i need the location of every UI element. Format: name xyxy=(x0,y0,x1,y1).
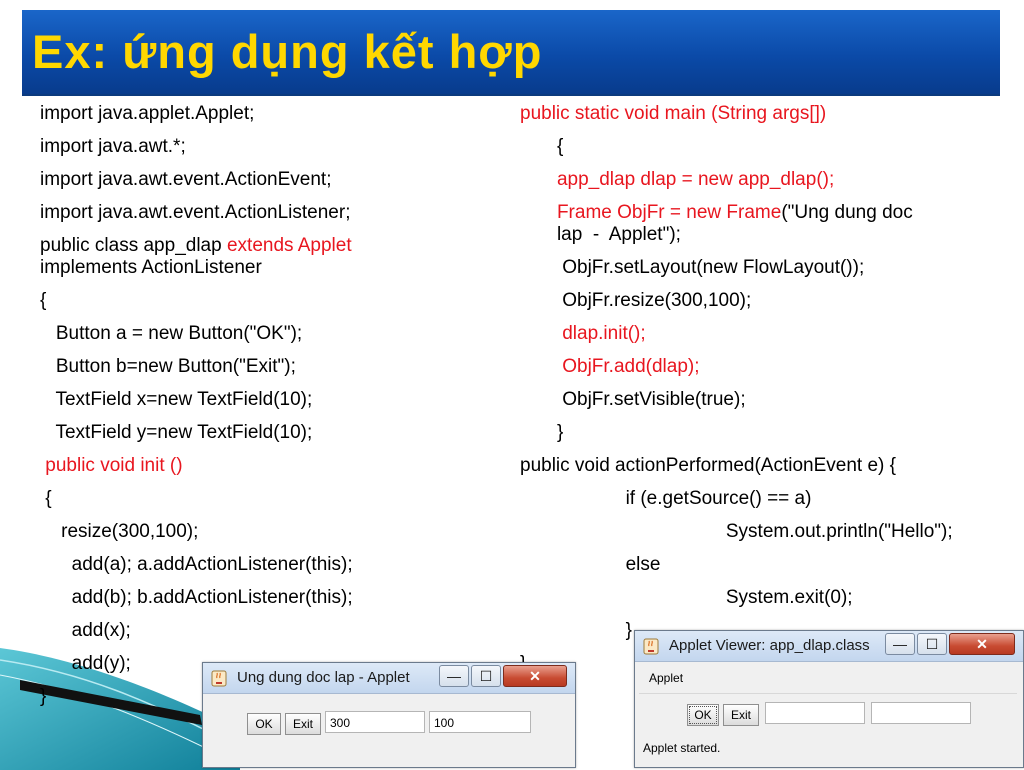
code-line xyxy=(520,103,826,125)
code-line xyxy=(520,202,913,224)
exit-button[interactable]: Exit xyxy=(723,704,759,726)
code-token: ObjFr.setLayout(new FlowLayout()); xyxy=(520,257,865,278)
text-field-x[interactable]: 300 xyxy=(325,711,425,733)
code-token: System.out.println("Hello"); xyxy=(520,521,953,542)
java-cup-icon xyxy=(211,669,227,687)
code-token: TextField x=new TextField(10); xyxy=(40,389,313,410)
code-token: public void init () xyxy=(40,455,183,476)
code-token: add(y); xyxy=(40,653,131,674)
code-token: Button a = new Button("OK"); xyxy=(40,323,303,344)
code-token: lap - Applet"); xyxy=(520,224,681,245)
code-token: ObjFr.setVisible(true); xyxy=(520,389,746,410)
maximize-button[interactable]: ☐ xyxy=(471,665,501,687)
code-line xyxy=(40,653,131,675)
code-line xyxy=(40,521,198,543)
code-token: else xyxy=(520,554,661,575)
code-token: implements ActionListener xyxy=(40,257,262,278)
code-line xyxy=(40,202,351,224)
code-line xyxy=(40,356,296,378)
code-token: dlap.init(); xyxy=(520,323,646,344)
code-token: { xyxy=(40,488,52,509)
code-line xyxy=(520,620,632,642)
applet-viewer-titlebar[interactable] xyxy=(635,631,1023,662)
applet-viewer-title: Applet Viewer: app_dlap.class xyxy=(669,637,870,654)
code-line xyxy=(40,554,353,576)
code-token: import java.awt.event.ActionEvent; xyxy=(40,169,332,190)
code-line xyxy=(520,587,853,609)
slide-title: Ex: ứng dụng kết hợp xyxy=(32,25,543,78)
code-line xyxy=(40,169,331,191)
applet-viewer-window xyxy=(634,630,1024,768)
code-line xyxy=(520,169,834,191)
exit-button[interactable]: Exit xyxy=(285,713,321,735)
ok-button[interactable]: OK xyxy=(247,713,281,735)
code-line xyxy=(520,521,953,543)
code-token: { xyxy=(520,136,564,157)
code-token: { xyxy=(40,290,47,311)
code-line xyxy=(40,488,52,510)
code-token: public static void main (String args[]) xyxy=(520,103,827,124)
text-field-x[interactable] xyxy=(765,702,865,724)
code-line xyxy=(520,356,700,378)
code-token: import java.awt.event.ActionListener; xyxy=(40,202,351,223)
code-token: } xyxy=(520,620,632,641)
text-field-y[interactable] xyxy=(871,702,971,724)
code-block-left xyxy=(40,103,510,723)
maximize-button[interactable]: ☐ xyxy=(917,633,947,655)
code-token: if (e.getSource() == a) xyxy=(520,488,812,509)
code-line xyxy=(520,455,896,477)
code-token: Frame ObjFr = new Frame xyxy=(520,202,782,223)
code-line xyxy=(40,587,353,609)
code-line xyxy=(520,488,811,510)
code-token: ObjFr.add(dlap); xyxy=(520,356,700,377)
code-block-right xyxy=(520,103,1000,703)
code-line xyxy=(40,235,352,257)
code-token: } xyxy=(40,686,47,707)
applet-menu[interactable]: Applet xyxy=(649,671,684,685)
code-token: TextField y=new TextField(10); xyxy=(40,422,313,443)
code-line xyxy=(40,686,46,708)
code-line xyxy=(40,389,312,411)
code-line xyxy=(520,290,751,312)
ok-button[interactable]: OK xyxy=(687,704,719,726)
close-button[interactable]: ✕ xyxy=(949,633,1015,655)
code-token: public class app_dlap xyxy=(40,235,227,256)
java-cup-icon xyxy=(643,637,659,655)
code-token: app_dlap dlap = new app_dlap(); xyxy=(520,169,835,190)
code-line xyxy=(40,620,131,642)
minimize-button[interactable]: — xyxy=(885,633,915,655)
minimize-button[interactable]: — xyxy=(439,665,469,687)
code-line xyxy=(40,290,46,312)
text-field-y[interactable]: 100 xyxy=(429,711,531,733)
code-token: import java.applet.Applet; xyxy=(40,103,255,124)
code-line xyxy=(40,103,254,125)
code-line xyxy=(40,136,186,158)
code-token: add(x); xyxy=(40,620,131,641)
code-token: ObjFr.resize(300,100); xyxy=(520,290,752,311)
frame-window-titlebar[interactable] xyxy=(203,663,575,694)
slide-title-bar xyxy=(22,10,1000,96)
frame-window xyxy=(202,662,576,768)
code-token: ("Ung dung doc xyxy=(781,202,913,223)
code-line xyxy=(520,136,563,158)
code-line xyxy=(40,323,302,345)
applet-status: Applet started. xyxy=(643,741,721,755)
code-line xyxy=(520,554,660,576)
code-line xyxy=(520,422,563,444)
code-line xyxy=(520,323,646,345)
code-token: add(a); a.addActionListener(this); xyxy=(40,554,353,575)
applet-panel xyxy=(639,693,1017,738)
code-token: Button b=new Button("Exit"); xyxy=(40,356,296,377)
code-line xyxy=(40,257,262,279)
code-token: resize(300,100); xyxy=(40,521,199,542)
code-token: import java.awt.*; xyxy=(40,136,186,157)
code-line xyxy=(520,257,864,279)
code-token: System.exit(0); xyxy=(520,587,853,608)
frame-window-title: Ung dung doc lap - Applet xyxy=(237,669,410,686)
code-token: add(b); b.addActionListener(this); xyxy=(40,587,353,608)
code-line xyxy=(40,455,183,477)
code-line xyxy=(520,224,681,246)
code-token: } xyxy=(520,422,564,443)
close-button[interactable]: ✕ xyxy=(503,665,567,687)
code-token: extends Applet xyxy=(226,235,352,256)
code-token: public void actionPerformed(ActionEvent e) { xyxy=(520,455,896,476)
code-line xyxy=(40,422,312,444)
code-line xyxy=(520,389,746,411)
